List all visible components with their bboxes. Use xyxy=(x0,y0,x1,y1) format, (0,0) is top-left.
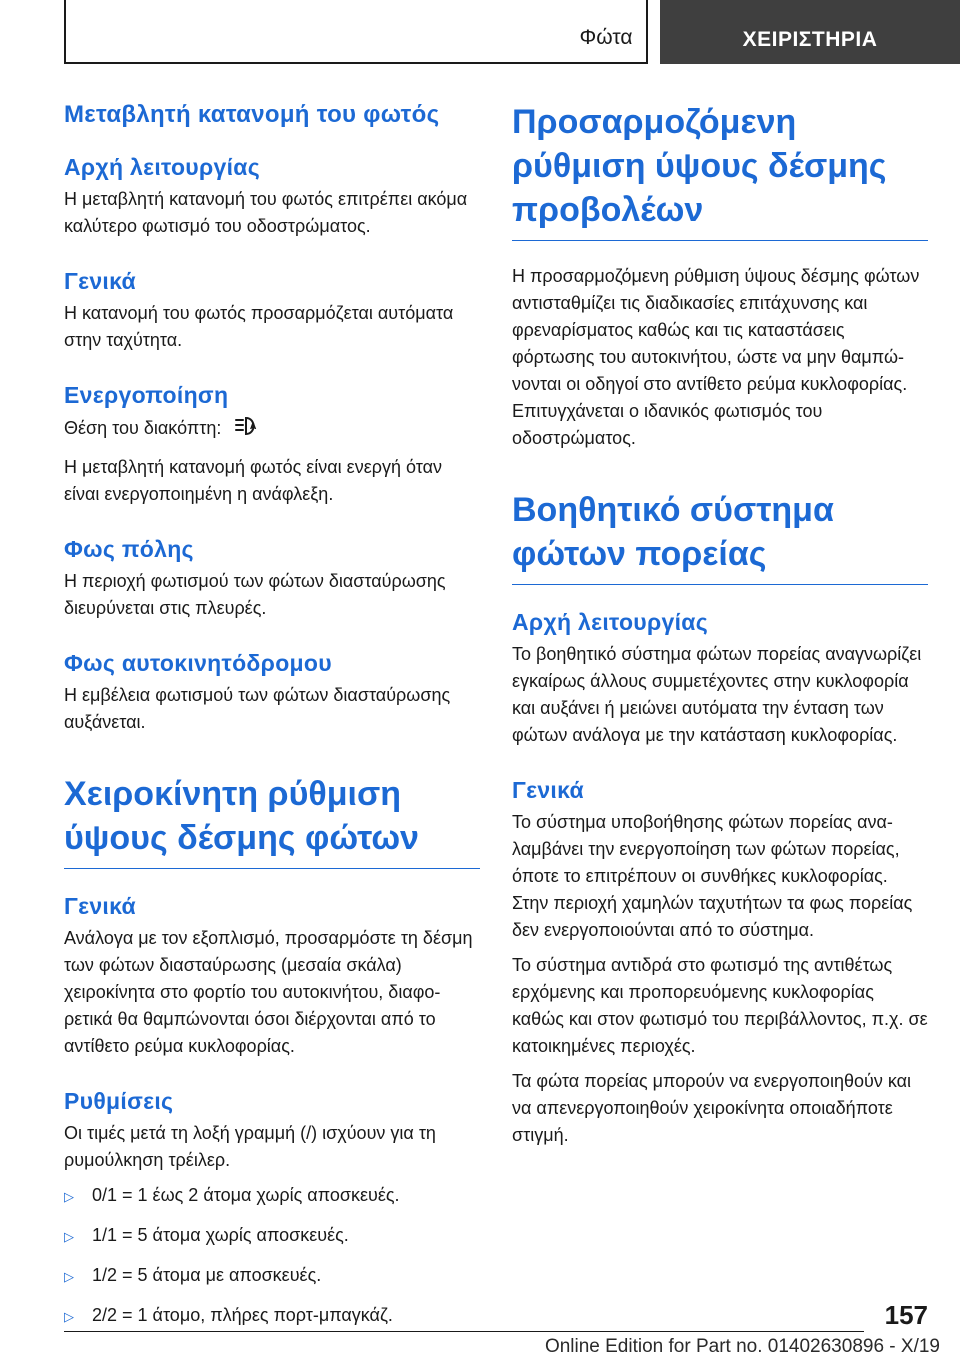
left-column xyxy=(64,100,480,1342)
list-item: ▷ 1/2 = 5 άτομα με αποσκευές. xyxy=(64,1262,480,1290)
general-text: Η κατανομή του φωτός προσαρμόζεται αυτόματα στην ταχύτητα. xyxy=(64,303,454,350)
bullet-triangle-icon: ▷ xyxy=(64,1189,74,1204)
high-beam-principle-heading: Αρχή λειτουργίας xyxy=(512,609,708,635)
bullet-triangle-icon: ▷ xyxy=(64,1269,74,1284)
high-beam-general-text-1: Το σύστημα υποβοήθησης φώτων πορείας αναλαμβάνει την ενεργοποίηση των φώτων πορείας, όποτε το επιτρέπουν οι συνθήκες κυκλοφορίας. Στην περιοχή χαμηλών ταχυτήτων τα φως πορείας δεν ενεργοποιούνται από το σύστημα. xyxy=(512,812,913,940)
principle-text: Η μεταβλητή κατανομή του φωτός επιτρέπει ακόμα καλύτερο φωτισμό του οδοστρώματος. xyxy=(64,189,468,236)
variable-light-distribution-title: Μεταβλητή κατανομή του φωτός xyxy=(64,101,440,128)
automatic-headlight-icon xyxy=(234,414,260,446)
list-item: ▷ 2/2 = 1 άτομο, πλήρες πορτ-μπαγκάζ. xyxy=(64,1302,480,1330)
high-beam-general-text-3: Τα φώτα πορείας μπορούν να ενεργοποιηθούν και να απενεργοποιηθούν χειροκίνητα οποιαδήποτε στιγμή. xyxy=(512,1071,912,1145)
high-beam-general-heading: Γενικά xyxy=(512,777,584,803)
switch-position-line xyxy=(64,414,480,446)
high-beam-principle-text: Το βοηθητικό σύστημα φώτων πορείας αναγνωρίζει εγκαίρως άλλους συμμετέχοντες στην κυκλοφορία και αυξάνει ή μειώνει αυτόματα την ένταση των φώτων ανάλογα με την κατάσταση κυκλοφορίας. xyxy=(512,644,922,745)
general-heading: Γενικά xyxy=(64,268,136,294)
switch-position-label: Θέση του διακόπτη: xyxy=(64,418,222,438)
adaptive-headlight-text: Η προσαρμοζόμενη ρύθμιση ύψους δέσμης φώτων αντισταθμίζει τις διαδικασίες επιτάχυνσης και φρεναρίσματος καθώς και τις καταστάσεις φόρτωσης του αυτοκινήτου, ώστε να μην θαμπώνονται οι οδηγοί στο αντίθετο ρεύμα κυκλοφορίας. Επιτυγχάνεται ο ιδανικός φωτισμός του οδοστρώματος. xyxy=(512,266,920,448)
header-chapter-tab: ΧΕΙΡΙΣΤΗΡΙΑ xyxy=(660,0,960,64)
header-frame xyxy=(64,0,648,64)
manual-headlight-range-title: Χειροκίνητη ρύθμιση ύψους δέσμης φώτων xyxy=(64,772,480,869)
adaptive-headlight-range-title: Προσαρμοζόμενη ρύθμιση ύψους δέσμης προβολέων xyxy=(512,100,928,241)
manual-general-heading: Γενικά xyxy=(64,893,136,919)
right-column xyxy=(512,100,928,1149)
high-beam-general-text-2: Το σύστημα αντιδρά στο φωτισμό της αντιθέτως ερχόμενης και προπορευόμενης κυκλοφορίας καθώς και στον φωτισμό του περιβάλλοντος, π.χ. σε κατοικημένες περιοχές. xyxy=(512,955,928,1056)
city-light-text: Η περιοχή φωτισμού των φώτων διασταύρωσης διευρύνεται στις πλευρές. xyxy=(64,571,446,618)
svg-text:A: A xyxy=(250,422,257,431)
motorway-light-text: Η εμβέλεια φωτισμού των φώτων διασταύρωσης αυξάνεται. xyxy=(64,685,451,732)
bullet-triangle-icon: ▷ xyxy=(64,1309,74,1324)
settings-list xyxy=(64,1182,480,1330)
high-beam-assistant-title: Βοηθητικό σύστημα φώτων πορείας xyxy=(512,488,928,585)
motorway-light-heading: Φως αυτοκινητόδρομου xyxy=(64,650,332,676)
header-section-title: Φώτα xyxy=(579,26,633,49)
list-item: ▷ 0/1 = 1 έως 2 άτομα χωρίς αποσκευές. xyxy=(64,1182,480,1210)
city-light-heading: Φως πόλης xyxy=(64,536,194,562)
list-item: ▷ 1/1 = 5 άτομα χωρίς αποσκευές. xyxy=(64,1222,480,1250)
principle-heading: Αρχή λειτουργίας xyxy=(64,154,260,180)
page-number: 157 xyxy=(884,1300,928,1330)
settings-text: Οι τιμές μετά τη λοξή γραμμή (/) ισχύουν για τη ρυμούλκηση τρέιλερ. xyxy=(64,1123,436,1170)
activation-text: Η μεταβλητή κατανομή φωτός είναι ενεργή όταν είναι ενεργοποιημένη η ανάφλεξη. xyxy=(64,457,442,504)
activation-heading: Ενεργοποίηση xyxy=(64,382,229,408)
settings-heading: Ρυθμίσεις xyxy=(64,1088,174,1114)
bullet-triangle-icon: ▷ xyxy=(64,1229,74,1244)
manual-general-text: Ανάλογα με τον εξοπλισμό, προσαρμόστε τη δέσμη των φώτων διασταύρωσης (μεσαία σκάλα) χειροκίνητα στο φορτίο του αυτοκινήτου, διαφορετικά θα θαμπώνονται όσοι διέρχονται από το αντίθετο ρεύμα κυκλοφορίας. xyxy=(64,928,473,1056)
footer-divider xyxy=(64,1331,864,1332)
online-edition-footer: Online Edition for Part no. 01402630896 - X/19 xyxy=(544,1336,940,1357)
